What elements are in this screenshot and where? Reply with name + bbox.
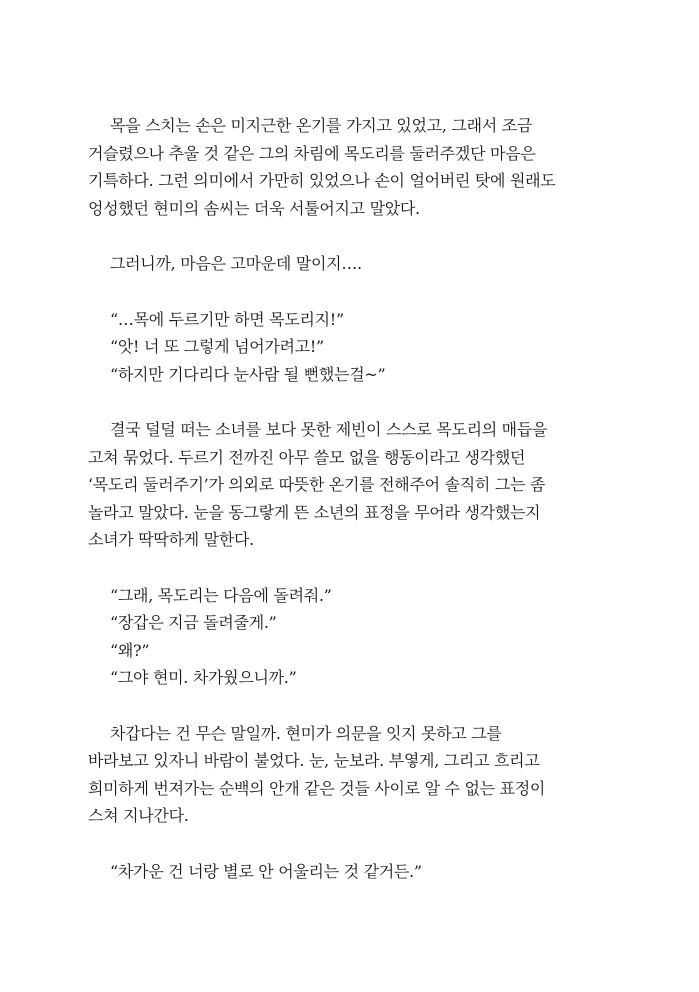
text-line: 거슬렸으나 추울 것 같은 그의 차림에 목도리를 둘러주겠단 마음은 [88, 143, 536, 163]
text-line: 바라보고 있자니 바람이 불었다. 눈, 눈보라. 부옇게, 그리고 흐리고 [88, 751, 540, 770]
text-line: 희미하게 번져가는 순백의 안개 같은 것들 사이로 알 수 없는 표정이 [88, 778, 546, 798]
document-body [88, 112, 628, 885]
paragraph [88, 416, 628, 554]
text-line: 스쳐 지나간다. [88, 806, 189, 825]
text-line: 고쳐 묶었다. 두르기 전까진 아무 쓸모 없을 행동이라고 생각했던 [88, 447, 526, 467]
text-line: 소녀가 딱딱하게 말한다. [88, 530, 254, 549]
dialogue-line: “차가운 건 너랑 별로 안 어울리는 것 같거든.” [110, 861, 422, 881]
text-line: 놀라고 말았다. 눈을 동그랗게 뜬 소년의 표정을 무어라 생각했는지 [88, 502, 541, 522]
text-line: 목을 스치는 손은 미지근한 온기를 가지고 있었고, 그래서 조금 [110, 116, 532, 135]
dialogue-line: “왜?” [110, 640, 150, 660]
dialogue-line: “…목에 두르기만 하면 목도리지!” [110, 309, 344, 329]
text-line: 기특하다. 그런 의미에서 가만히 있었으나 손이 얼어버린 탓에 원래도 [88, 171, 556, 190]
paragraph [88, 582, 628, 692]
dialogue-line: “장갑은 지금 돌려줄게.” [110, 613, 277, 632]
paragraph [88, 112, 628, 222]
paragraph [88, 858, 628, 886]
dialogue-line: “하지만 기다리다 눈사람 될 뻔했는걸~” [110, 364, 386, 384]
paragraph [88, 250, 628, 388]
text-line: 그러니까, 마음은 고마운데 말이지…. [110, 254, 362, 273]
dialogue-line: “그야 현미. 차가웠으니까.” [110, 668, 297, 687]
text-line: 차갑다는 건 무슨 말일까. 현미가 의문을 잇지 못하고 그를 [110, 723, 502, 743]
paragraph-gap [88, 278, 628, 306]
paragraph-gap [88, 222, 628, 250]
paragraph-gap [88, 388, 628, 416]
dialogue-line: “앗! 너 또 그렇게 넘어가려고!” [110, 337, 324, 356]
text-line: 엉성했던 현미의 솜씨는 더욱 서툴어지고 말았다. [88, 198, 420, 218]
paragraph-gap [88, 554, 628, 582]
dialogue-line: “그래, 목도리는 다음에 돌려줘.” [110, 585, 332, 605]
text-line: ‘목도리 둘러주기’가 의외로 따뜻한 온기를 전해주어 솔직히 그는 좀 [88, 475, 546, 494]
paragraph [88, 720, 628, 830]
paragraph-gap [88, 692, 628, 720]
paragraph-gap [88, 830, 628, 858]
text-line: 결국 덜덜 떠는 소녀를 보다 못한 제빈이 스스로 목도리의 매듭을 [110, 420, 548, 439]
